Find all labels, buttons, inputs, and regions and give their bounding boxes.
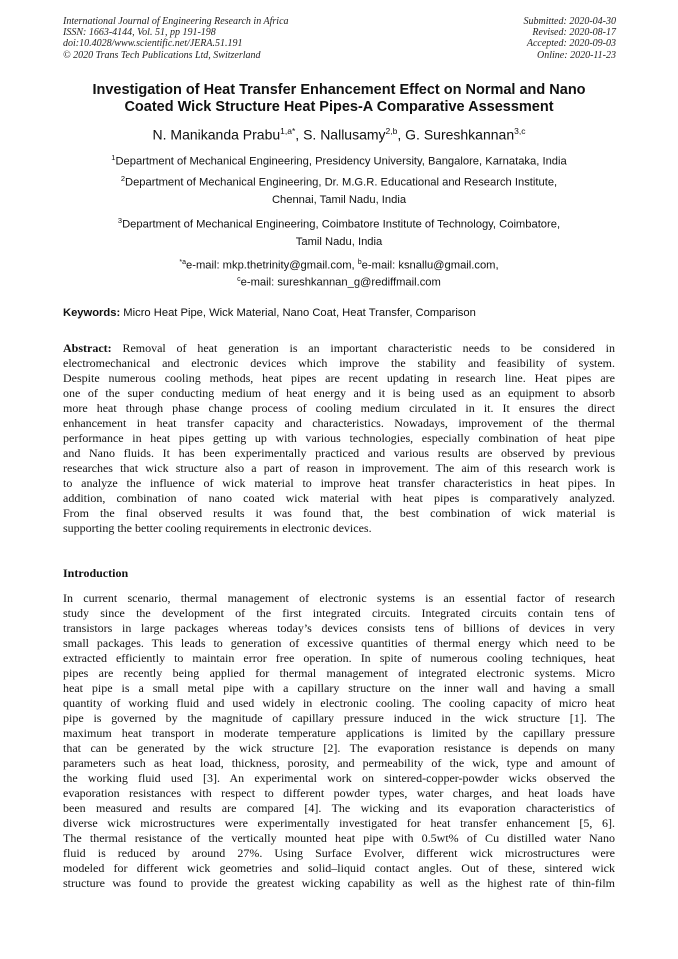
abstract-label: Abstract: <box>63 341 112 355</box>
intro-line: been measured and results are compared [4]. The wicking and its evaporation characteristics of <box>63 801 615 815</box>
affiliation-1-text: Department of Mechanical Engineering, Presidency University, Bangalore, Karnataka, India <box>115 155 567 168</box>
email-c-sup: c <box>237 275 241 283</box>
intro-line: the working fluid used [3]. An experimental work on sintered-copper-powder wicks observed the <box>63 771 615 785</box>
abstract-line-text: Removal of heat generation is an important characteristic needs to be considered in <box>111 341 615 355</box>
intro-line: study since the development of the first integrated circuits. Integrated circuits contain tens of <box>63 606 615 620</box>
intro-line: transistors in large packages whereas today’s devices consists tens of billions of devices in very <box>63 621 615 635</box>
author-list <box>40 122 638 144</box>
intro-line: In current scenario, thermal management of electronic systems is an essential factor of research <box>63 591 615 605</box>
affiliation-1 <box>40 151 638 169</box>
date-online: Online: 2020-11-23 <box>537 49 616 61</box>
affiliation-1-sup: 1 <box>111 153 116 162</box>
author-1: N. Manikanda Prabu <box>152 126 281 143</box>
journal-header-right <box>524 16 617 61</box>
affiliation-3-cont: Tamil Nadu, India <box>295 236 383 248</box>
abstract-line: researches that wick structure also a part of reason in improvement. The aim of this research work is <box>63 461 615 475</box>
abstract-line: performance in heat pipes getting up with various technologies, especially combination of heat pipe <box>63 431 615 445</box>
intro-line: that can be generated by the wick structure [2]. The evaporation resistance is depends on many <box>63 741 615 755</box>
journal-copyright: © 2020 Trans Tech Publications Ltd, Switzerland <box>63 49 261 61</box>
journal-doi: doi:10.4028/www.scientific.net/JERA.51.191 <box>63 38 243 50</box>
abstract-line: electromechanical and electronic devices which improve the stability and feasibility of system. <box>63 356 615 370</box>
intro-line: maximum heat transport in moderate temperature applications is limited by the capillary pressure <box>63 726 615 740</box>
intro-line: fluid is reduced by around 27%. Using Surface Evolver, different wick microstructures were <box>63 846 615 860</box>
author-1-sup: 1,a* <box>280 126 296 136</box>
date-submitted: Submitted: 2020-04-30 <box>523 16 616 27</box>
intro-line: diverse wick microstructures were experimentally investigated for heat transfer enhancement [5, 6]. <box>63 816 615 830</box>
intro-line: heat pipe is a small metal pipe with a capillary structure on the inner wall and having a small <box>63 681 615 695</box>
keywords-text: Micro Heat Pipe, Wick Material, Nano Coat, Heat Transfer, Comparison <box>120 307 476 319</box>
intro-line: small packages. This leads to generation of excessive quantities of thermal energy which need to be <box>63 636 615 650</box>
email-link-b[interactable]: e-mail: ksnallu@gmail.com, <box>361 259 499 272</box>
author-3-sup: 3,c <box>514 126 526 136</box>
intro-line: The thermal resistance of the vertically mounted heat pipe with 0.5wt% of Cu distilled water Nano <box>63 831 615 845</box>
abstract-line: more heat through phase change process of cooling medium circulated in it. It ensures the direct <box>63 401 615 415</box>
author-2: , S. Nallusamy <box>295 126 386 143</box>
paper-title <box>50 82 628 116</box>
intro-line: extracted efficiently to maintain error free operation. In spite of numerous cooling techniques, heat <box>63 651 615 665</box>
journal-issn: ISSN: 1663-4144, Vol. 51, pp 191-198 <box>63 27 216 39</box>
title-line-1: Investigation of Heat Transfer Enhancement Effect on Normal and Nano <box>92 82 586 98</box>
keywords <box>63 306 618 320</box>
date-revised: Revised: 2020-08-17 <box>532 27 616 39</box>
affiliation-2-sup: 2 <box>120 174 125 183</box>
affiliation-3 <box>40 214 638 232</box>
email-b-sup: b <box>357 259 362 266</box>
abstract-line: and Nano fluids. It has been experimentally practiced and various results are observed by previous <box>63 446 615 460</box>
abstract-line: enhancement in heat transfer capacity and characteristics. Nowadays, improvement of the thermal <box>63 416 615 430</box>
affiliation-3-text: Department of Mechanical Engineering, Coimbatore Institute of Technology, Coimbatore, <box>122 218 561 231</box>
email-line-2 <box>40 273 638 290</box>
intro-line: evaporation resistances with respect to different powder types, water charges, and heat loads have <box>63 786 615 800</box>
journal-name: International Journal of Engineering Research in Africa <box>63 16 289 27</box>
abstract-line: From the final observed results it was found that, the best combination of wick material is <box>63 506 615 520</box>
introduction-body <box>63 591 615 891</box>
intro-line: parameters such as heat load, thickness, porosity, and permeability of the wick, type and amount of <box>63 756 615 770</box>
intro-line: pipe is governed by the magnitude of capillary pressure induced in the wick structure [1]. The <box>63 711 615 725</box>
abstract-line: to analyze the influence of wick material to improve heat transfer characteristics in heat pipes. In <box>63 476 615 490</box>
abstract-line: Despite numerous cooling methods, heat pipes are recent updating in research line. Heat pipes are <box>63 371 615 385</box>
journal-header-left <box>63 16 289 61</box>
abstract-line: one of the super conducting medium of heat energy and it is being used as an equipment to absorb <box>63 386 615 400</box>
affiliation-3-sup: 3 <box>117 216 123 225</box>
abstract-line: supporting the better cooling requirements in electronic devices. <box>63 521 372 535</box>
intro-line: pipes are recently being applied for thermal management of integrated electronic systems. Micro <box>63 666 615 680</box>
affiliation-2-cont: Chennai, Tamil Nadu, India <box>271 194 407 206</box>
keywords-label: Keywords: <box>63 307 121 319</box>
intro-line: structure was found to provide the greatest wicking capability as well as the highest rate of thin-film <box>63 876 615 890</box>
intro-line: modeled for different wick geometries and solid–liquid contact angles. Out of these, sintered wick <box>63 861 615 875</box>
abstract <box>63 341 615 536</box>
date-accepted: Accepted: 2020-09-03 <box>526 38 616 50</box>
affiliation-2-text: Department of Mechanical Engineering, Dr. M.G.R. Educational and Research Institute, <box>124 176 558 189</box>
email-line-1 <box>40 256 638 273</box>
intro-line: quantity of working fluid and used widely in electronic cooling. The cooling capacity of micro heat <box>63 696 615 710</box>
abstract-line: addition, combination of nano coated wick material with heat pipes is comparatively analyzed. <box>63 491 615 505</box>
abstract-line <box>63 341 615 356</box>
affiliation-2 <box>40 172 638 190</box>
author-3: , G. Sureshkannan <box>397 126 515 143</box>
author-2-sup: 2,b <box>385 126 398 136</box>
author-emails <box>40 256 638 289</box>
email-link-c[interactable]: e-mail: sureshkannan_g@rediffmail.com <box>240 276 441 289</box>
email-link-a[interactable]: e-mail: mkp.thetrinity@gmail.com, <box>186 259 358 272</box>
title-line-2: Coated Wick Structure Heat Pipes-A Comparative Assessment <box>124 99 554 115</box>
email-a-sup: *a <box>179 259 186 266</box>
introduction-heading: Introduction <box>63 566 129 580</box>
